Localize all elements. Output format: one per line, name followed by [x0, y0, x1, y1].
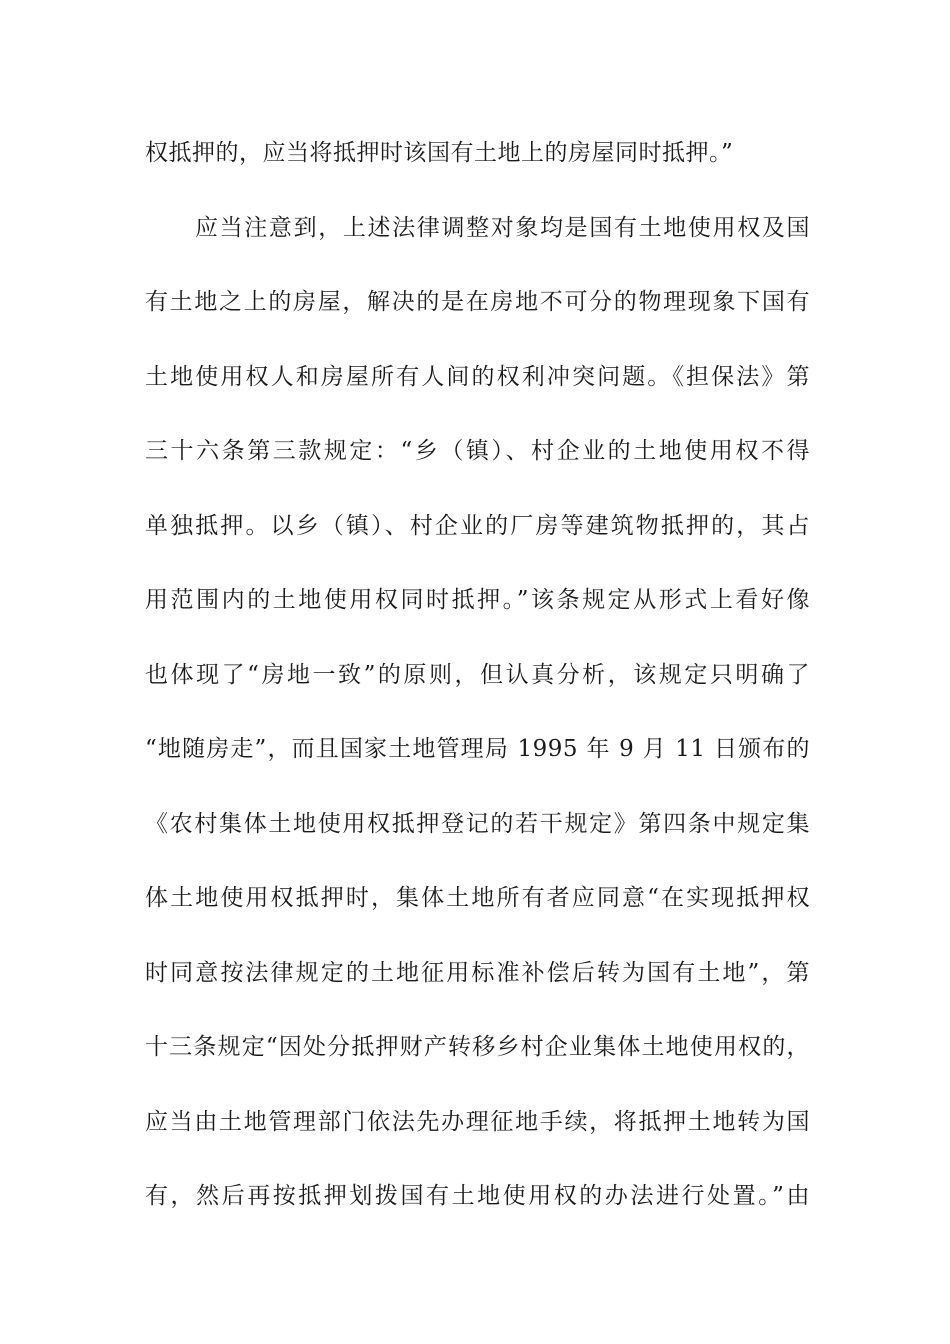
text-line: “地随房走”，而且国家土地管理局 1995 年 9 月 11 日颁布的 [145, 736, 810, 762]
text-line: 体土地使用权抵押时，集体土地所有者应同意“在实现抵押权 [145, 885, 810, 911]
text-line: 有土地之上的房屋，解决的是在房地不可分的物理现象下国有 [145, 289, 810, 315]
text-line: 权抵押的，应当将抵押时该国有土地上的房屋同时抵押。” [145, 140, 734, 166]
text-line: 单独抵押。以乡（镇）、村企业的厂房等建筑物抵押的，其占 [145, 512, 810, 539]
text-line: 应当注意到，上述法律调整对象均是国有土地使用权及国 [195, 214, 810, 241]
text-line: 时同意按法律规定的土地征用标准补偿后转为国有土地”，第 [145, 959, 810, 986]
text-line: 土地使用权人和房屋所有人间的权利冲突问题。《担保法》第 [145, 363, 810, 390]
text-line: 《农村集体土地使用权抵押登记的若干规定》第四条中规定集 [145, 810, 810, 837]
body-text [145, 128, 810, 1246]
text-line: 十三条规定“因处分抵押财产转移乡村企业集体土地使用权的， [145, 1034, 810, 1060]
text-line: 三十六条第三款规定：“乡（镇）、村企业的土地使用权不得 [145, 438, 810, 464]
text-line: 有，然后再按抵押划拨国有土地使用权的办法进行处置。”由 [145, 1183, 810, 1209]
text-line: 也体现了“房地一致”的原则，但认真分析，该规定只明确了 [145, 661, 810, 688]
text-line: 应当由土地管理部门依法先办理征地手续，将抵押土地转为国 [145, 1108, 810, 1135]
text-line: 用范围内的土地使用权同时抵押。”该条规定从形式上看好像 [145, 587, 810, 613]
